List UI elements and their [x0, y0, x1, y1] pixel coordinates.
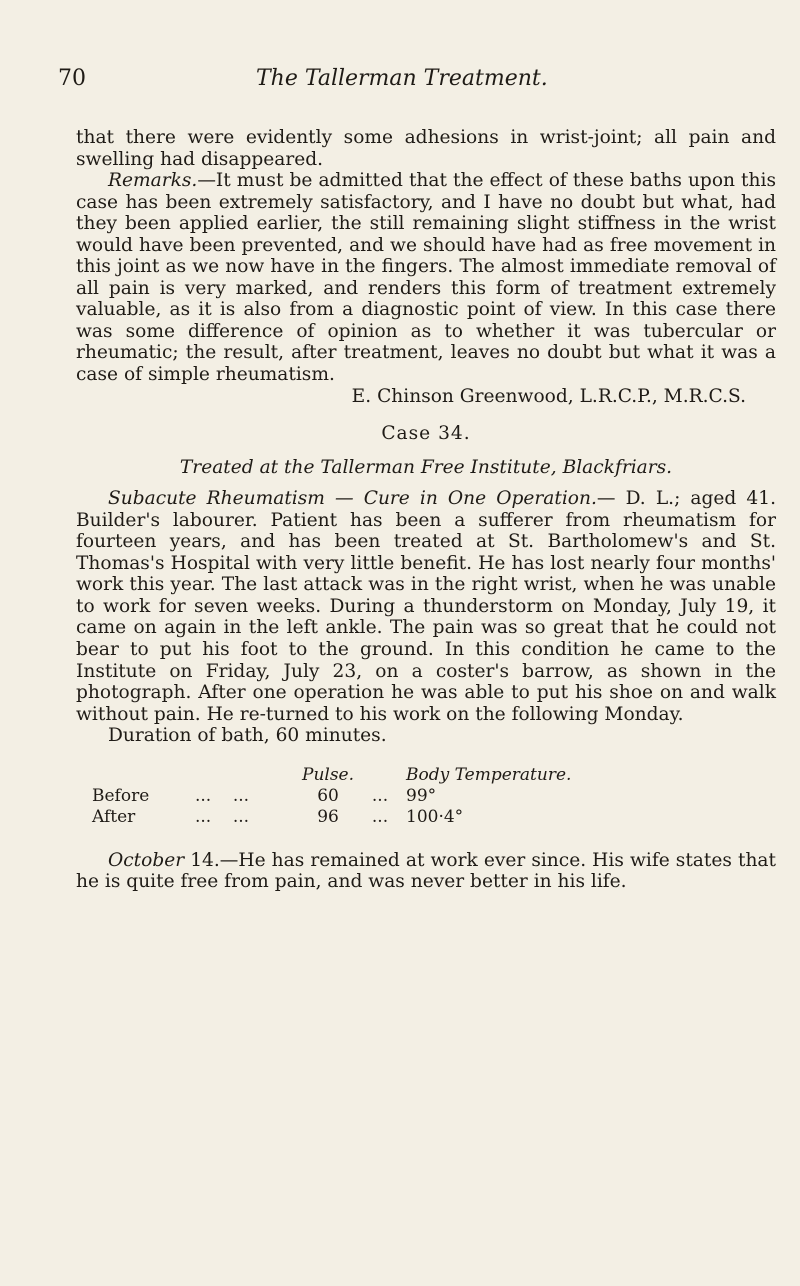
temperature-column-header: Body Temperature. — [406, 764, 572, 785]
institute-line: Treated at the Tallerman Free Institute, Blackfriars. — [179, 456, 673, 478]
pulse-value: 60 — [317, 785, 339, 806]
temperature-value: 99° — [406, 785, 437, 806]
october-paragraph — [76, 850, 776, 893]
temperature-value: 100·4° — [406, 806, 464, 827]
page-body — [76, 127, 776, 893]
leader-dots: ... — [371, 806, 389, 827]
continuation-paragraph: that there were evidently some adhesions in wrist-joint; all pain and swelling had disappeared. — [76, 127, 776, 170]
duration-line: Duration of bath, 60 minutes. — [108, 725, 387, 747]
leader-dots: ... ... — [195, 785, 250, 806]
pulse-column-header: Pulse. — [302, 764, 355, 785]
case-paragraph — [76, 488, 776, 725]
october-text: 14.—He has remained at work ever since. His wife states that he is quite free from pain, and was never better in his life. — [76, 849, 776, 893]
row-label: Before — [92, 785, 150, 806]
case-text: — D. L.; aged 41. Builder's labourer. Patient has been a sufferer from rheumatism for fourteen years, and has been treated at St. Bartholomew's and St. Thomas's Hospital with very little benefit. He has lost nearly four months' work this year. The last attack was in the right wrist, when he was unable to work for seven weeks. During a thunderstorm on Monday, July 19, it came on again in the left ankle. The pain was so great that he could not bear to put his foot to the ground. In this condition he came to the Institute on Friday, July 23, on a coster's barrow, as shown in the photograph. After one operation he was able to put his shoe on and walk without pain. He re-turned to his work on the following Monday. — [76, 488, 776, 725]
vitals-header-row — [92, 765, 571, 786]
remarks-text: —It must be admitted that the effect of these baths upon this case has been extremely satisfactory, and I have no doubt but what, had they been applied earlier, the still remaining slight stiffness in the wrist would have been prevented, and we should have had as free movement in this joint as we now have in the fingers. The almost immediate removal of all pain is very marked, and renders this form of treatment extremely valuable, as it is also from a diagnostic point of view. In this case there was some difference of opinion as to whether it was tubercular or rheumatic; the result, after treatment, leaves no doubt but what it was a case of simple rheumatism. — [76, 170, 776, 386]
case-title: Subacute Rheumatism — Cure in One Operation. — [108, 488, 597, 510]
october-label: October — [108, 849, 185, 871]
page-header — [58, 66, 758, 96]
running-title: The Tallerman Treatment. — [256, 66, 548, 91]
case-heading: Case 34. — [381, 423, 471, 445]
vitals-row-after — [92, 807, 571, 828]
remarks-paragraph — [76, 170, 776, 385]
vitals-table — [92, 765, 571, 828]
page-number: 70 — [58, 66, 86, 91]
leader-dots: ... — [371, 785, 389, 806]
leader-dots: ... ... — [195, 806, 250, 827]
author-signature: E. Chinson Greenwood, L.R.C.P., M.R.C.S. — [351, 385, 746, 407]
row-label: After — [92, 806, 136, 827]
pulse-value: 96 — [317, 806, 339, 827]
remarks-label: Remarks. — [108, 170, 198, 192]
vitals-row-before — [92, 786, 571, 807]
